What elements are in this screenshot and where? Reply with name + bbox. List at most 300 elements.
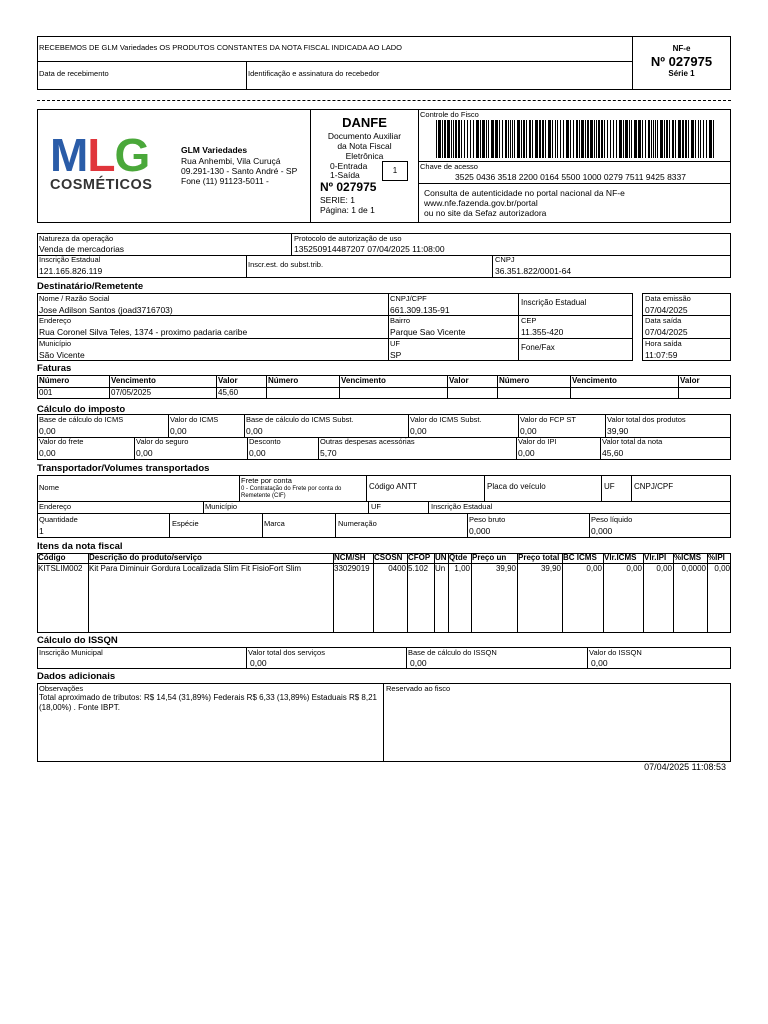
barcode-bar xyxy=(535,120,538,158)
barcode-bar xyxy=(642,120,643,158)
tax-value: 5,70 xyxy=(320,448,337,458)
issqn-label: Inscrição Municipal xyxy=(39,648,103,657)
section-recipient: Destinatário/Remetente xyxy=(37,281,144,292)
barcode-bar xyxy=(557,120,558,158)
tax-value: 0,00 xyxy=(410,426,427,436)
barcode-bar xyxy=(655,120,656,158)
item-header: %IPI xyxy=(708,553,725,562)
barcode-bar xyxy=(545,120,546,158)
recipient-address-label: Endereço xyxy=(39,316,72,325)
barcode-bar xyxy=(455,120,457,158)
tax-value: 0,00 xyxy=(520,426,537,436)
tax-label: Valor do FCP ST xyxy=(520,415,576,424)
tax-label: Valor do seguro xyxy=(136,437,189,446)
recipient-uf-label: UF xyxy=(390,339,400,348)
operation-type-box xyxy=(382,161,408,181)
recipient-city-label: Município xyxy=(39,339,72,348)
access-key-label: Chave de acesso xyxy=(420,162,478,171)
barcode-bar xyxy=(657,120,658,158)
tax-value: 0,00 xyxy=(39,426,56,436)
divider xyxy=(109,375,110,399)
divider xyxy=(447,375,448,399)
barcode-bar xyxy=(619,120,622,158)
receipt-text: RECEBEMOS DE GLM Variedades OS PRODUTOS CONSTANTES DA NOTA FISCAL INDICADA AO LADO xyxy=(39,43,403,52)
nfe-label: NF-e xyxy=(672,44,691,53)
barcode-bar xyxy=(604,120,605,158)
barcode-bar xyxy=(482,120,485,158)
barcode-bar xyxy=(706,120,707,158)
divider xyxy=(168,414,169,437)
tax-value: 0,00 xyxy=(170,426,187,436)
barcode-bar xyxy=(682,120,684,158)
tax-label: Valor do IPI xyxy=(518,437,557,446)
recipient-phone-label: Fone/Fax xyxy=(521,343,555,352)
barcode-bar xyxy=(495,120,498,158)
numbering-label: Numeração xyxy=(338,519,377,528)
item-cell: Kit Para Diminuir Gordura Localizada Slim Fit FisioFort Slim xyxy=(89,564,302,573)
logo-letter: G xyxy=(114,129,150,181)
invoice-header: Valor xyxy=(680,376,700,385)
item-cell: Un xyxy=(435,564,446,573)
divider xyxy=(467,513,468,538)
barcode-bar xyxy=(512,120,513,158)
barcode-bar xyxy=(529,120,531,158)
barcode-bar xyxy=(464,120,465,158)
divider xyxy=(388,293,389,361)
divider xyxy=(262,513,263,538)
item-header: Preço total xyxy=(518,553,560,562)
observations-text: Total aproximado de tributos: R$ 14,54 (31,89%) Federais R$ 6,33 (13,89%) Estaduais R$ 8,21 (18,00%) . Fonte IBPT. xyxy=(39,693,377,712)
divider xyxy=(37,255,731,256)
tax-value: 39,90 xyxy=(607,426,629,436)
divider xyxy=(266,375,267,399)
protocol-label: Protocolo de autorização de uso xyxy=(294,234,402,243)
divider xyxy=(169,513,170,538)
barcode-bar xyxy=(447,120,450,158)
invoice-cell: 45,60 xyxy=(218,388,239,397)
divider xyxy=(203,501,204,513)
section-transport: Transportador/Volumes transportados xyxy=(37,463,210,474)
barcode-bar xyxy=(645,120,646,158)
barcode-bar xyxy=(653,120,654,158)
barcode-bar xyxy=(517,120,520,158)
item-cell: 0400 xyxy=(388,564,406,573)
barcode-bar xyxy=(555,120,556,158)
cnpj-label: CNPJ xyxy=(495,255,515,264)
item-header: %ICMS xyxy=(674,553,702,562)
net-weight-label: Peso líquido xyxy=(591,515,633,524)
section-additional: Dados adicionais xyxy=(37,671,116,682)
consult-url: www.nfe.fazenda.gov.br/portal xyxy=(424,198,538,208)
barcode-bar xyxy=(470,120,471,158)
logo-letter: L xyxy=(87,129,115,181)
entrada-label: 0-Entrada xyxy=(330,161,368,171)
barcode-bar xyxy=(675,120,676,158)
divider xyxy=(492,255,493,278)
divider xyxy=(366,475,367,501)
barcode xyxy=(436,120,719,158)
barcode-bar xyxy=(691,120,694,158)
carrier-ie-label: Inscrição Estadual xyxy=(431,502,493,511)
barcode-bar xyxy=(666,120,668,158)
item-cell: 0,00 xyxy=(586,564,602,573)
item-cell: 0,0000 xyxy=(681,564,706,573)
item-header: Descrição do produto/serviço xyxy=(89,553,202,562)
barcode-bar xyxy=(458,120,460,158)
danfe-title: DANFE xyxy=(342,115,387,130)
barcode-bar xyxy=(713,120,714,158)
item-header: Vlr.ICMS xyxy=(604,553,637,562)
barcode-bar xyxy=(613,120,614,158)
consult-text: Consulta de autenticidade no portal nacional da NF-e xyxy=(424,188,625,198)
species-label: Espécie xyxy=(172,519,199,528)
barcode-bar xyxy=(685,120,687,158)
barcode-bar xyxy=(502,120,503,158)
carrier-uf2-label: UF xyxy=(371,502,381,511)
brand-label: Marca xyxy=(264,519,285,528)
freight-value: 0 - Contratação do Frete por conta do xyxy=(241,486,342,492)
item-cell: KITSLIM002 xyxy=(38,564,83,573)
recipient-cep: 11.355-420 xyxy=(521,327,564,337)
section-items: Itens da nota fiscal xyxy=(37,541,123,552)
divider xyxy=(134,437,135,460)
freight-label: Frete por conta xyxy=(241,476,292,485)
danfe-number: Nº 027975 xyxy=(320,180,377,194)
divider xyxy=(497,375,498,399)
divider xyxy=(244,414,245,437)
item-cell: 1,00 xyxy=(454,564,470,573)
recipient-cep-label: CEP xyxy=(521,316,537,325)
divider xyxy=(518,293,519,361)
barcode-bar xyxy=(461,120,462,158)
barcode-bars xyxy=(436,120,719,158)
emitter-address2: 09.291-130 - Santo André - SP xyxy=(181,166,298,176)
barcode-bar xyxy=(594,120,595,158)
barcode-bar xyxy=(521,120,522,158)
saida-label: 1-Saída xyxy=(330,170,360,180)
divider xyxy=(247,437,248,460)
tax-value: 0,00 xyxy=(246,426,263,436)
divider xyxy=(418,183,731,184)
danfe-serie: SERIE: 1 xyxy=(320,195,355,205)
divider xyxy=(37,61,633,62)
tax-value: 0,00 xyxy=(249,448,266,458)
barcode-bar xyxy=(539,120,541,158)
nature-value: Venda de mercadorias xyxy=(39,244,125,254)
tax-label: Valor do ICMS Subst. xyxy=(410,415,482,424)
receipt-id-label: Identificação e assinatura do recebedor xyxy=(248,69,380,78)
tax-value: 45,60 xyxy=(602,448,624,458)
barcode-bar xyxy=(703,120,704,158)
barcode-bar xyxy=(596,120,597,158)
tax-label: Base de cálculo do ICMS xyxy=(39,415,124,424)
emitter-phone: Fone (11) 91123-5011 - xyxy=(181,176,269,186)
section-invoices: Faturas xyxy=(37,363,72,374)
divider xyxy=(37,338,633,339)
issqn-label: Valor do ISSQN xyxy=(589,648,642,657)
recipient-ie-label: Inscrição Estadual xyxy=(521,298,587,307)
divider xyxy=(216,375,217,399)
item-header: NCM/SH xyxy=(334,553,366,562)
cut-line xyxy=(37,100,731,101)
quantity-value: 1 xyxy=(39,526,44,536)
barcode-bar xyxy=(563,120,564,158)
invoice-header: Número xyxy=(499,376,530,385)
exit-time: 11:07:59 xyxy=(645,350,678,360)
issqn-value: 0,00 xyxy=(591,658,608,668)
barcode-bar xyxy=(623,120,624,158)
recipient-district: Parque Sao Vicente xyxy=(390,327,466,337)
invoice-header: Valor xyxy=(449,376,469,385)
carrier-name-label: Nome xyxy=(39,483,60,492)
divider xyxy=(246,255,247,278)
barcode-bar xyxy=(601,120,603,158)
fisco-control-label: Controle do Fisco xyxy=(420,110,479,119)
barcode-bar xyxy=(648,120,650,158)
operation-type-value: 1 xyxy=(392,166,398,175)
carrier-cnpj-label: CNPJ/CPF xyxy=(634,482,674,491)
barcode-bar xyxy=(548,120,551,158)
invoice-header: Valor xyxy=(218,376,238,385)
barcode-bar xyxy=(473,120,474,158)
exit-date-label: Data saída xyxy=(645,316,682,325)
barcode-bar xyxy=(451,120,452,158)
ie-label: Inscrição Estadual xyxy=(39,255,101,264)
divider xyxy=(570,375,571,399)
protocol-value: 135250914487207 07/04/2025 11:08:00 xyxy=(294,244,445,254)
divider xyxy=(678,375,679,399)
net-weight: 0,000 xyxy=(591,526,613,536)
fisco-reserved-label: Reservado ao fisco xyxy=(386,684,451,693)
barcode-bar xyxy=(532,120,533,158)
barcode-bar xyxy=(480,120,481,158)
item-header: Vlr.IPI xyxy=(644,553,667,562)
item-cell: 33029019 xyxy=(334,564,370,573)
barcode-bar xyxy=(510,120,511,158)
ie-value: 121.165.826.119 xyxy=(39,266,103,276)
nature-label: Natureza da operação xyxy=(39,234,114,243)
tax-label: Valor total da nota xyxy=(602,437,663,446)
divider xyxy=(589,513,590,538)
barcode-bar xyxy=(700,120,701,158)
issqn-value: 0,00 xyxy=(410,658,427,668)
barcode-bar xyxy=(491,120,494,158)
tax-label: Desconto xyxy=(249,437,281,446)
barcode-bar xyxy=(698,120,699,158)
barcode-bar xyxy=(625,120,628,158)
tax-label: Valor do frete xyxy=(39,437,84,446)
divider xyxy=(335,513,336,538)
barcode-bar xyxy=(436,120,437,158)
recipient-cpf: 661.309.135-91 xyxy=(390,305,450,315)
barcode-bar xyxy=(585,120,586,158)
invoice-cell: 001 xyxy=(39,388,53,397)
barcode-bar xyxy=(709,120,712,158)
tax-value: 0,00 xyxy=(136,448,153,458)
tax-label: Valor total dos produtos xyxy=(607,415,686,424)
item-header: Código xyxy=(38,553,66,562)
divider xyxy=(383,683,384,762)
barcode-bar xyxy=(695,120,696,158)
tax-value: 0,00 xyxy=(518,448,535,458)
exit-time-label: Hora saída xyxy=(645,339,682,348)
access-key: 3525 0436 3518 2200 0164 5500 1000 0279 7511 9425 8337 xyxy=(455,172,686,182)
barcode-bar xyxy=(579,120,580,158)
section-tax: Cálculo do imposto xyxy=(37,404,126,415)
item-header: BC ICMS xyxy=(563,553,597,562)
stub-serie: Série 1 xyxy=(668,69,695,78)
barcode-bar xyxy=(486,120,487,158)
carrier-address-label: Endereço xyxy=(39,502,72,511)
divider xyxy=(368,501,369,513)
issqn-label: Valor total dos serviços xyxy=(248,648,325,657)
barcode-bar xyxy=(444,120,446,158)
divider xyxy=(406,647,407,669)
barcode-bar xyxy=(581,120,584,158)
barcode-bar xyxy=(573,120,574,158)
barcode-bar xyxy=(499,120,500,158)
receipt-date-label: Data de recebimento xyxy=(39,69,109,78)
freight-value-2: Remetente (CIF) xyxy=(241,493,286,499)
barcode-bar xyxy=(570,120,571,158)
tax-value: 0,00 xyxy=(39,448,56,458)
carrier-uf-label: UF xyxy=(604,482,615,491)
barcode-bar xyxy=(672,120,674,158)
divider xyxy=(246,647,247,669)
barcode-bar xyxy=(566,120,569,158)
recipient-uf: SP xyxy=(390,350,402,360)
divider xyxy=(587,647,588,669)
barcode-bar xyxy=(438,120,441,158)
ie-st-label: Inscr.est. do subst.trib. xyxy=(248,260,324,269)
barcode-bar xyxy=(453,120,454,158)
observations-label: Observações xyxy=(39,684,84,693)
barcode-bar xyxy=(442,120,443,158)
divider xyxy=(631,475,632,501)
invoice-header: Vencimento xyxy=(111,376,156,385)
divider xyxy=(516,437,517,460)
barcode-bar xyxy=(476,120,479,158)
exit-date: 07/04/2025 xyxy=(645,327,688,337)
item-cell: 0,00 xyxy=(656,564,672,573)
consult-text: ou no site da Sefaz autorizadora xyxy=(424,208,547,218)
divider xyxy=(239,475,240,501)
emitter-address1: Rua Anhembi, Vila Curuçá xyxy=(181,156,281,166)
divider xyxy=(37,501,731,502)
carrier-city-label: Município xyxy=(205,502,238,511)
barcode-bar xyxy=(598,120,600,158)
recipient-name-label: Nome / Razão Social xyxy=(39,294,110,303)
issqn-label: Base de cálculo do ISSQN xyxy=(408,648,497,657)
item-header: UN xyxy=(435,553,447,562)
quantity-label: Quantidade xyxy=(39,515,78,524)
emission-label: Data emissão xyxy=(645,294,691,303)
recipient-name: Jose Adilson Santos (joad3716703) xyxy=(39,305,173,315)
barcode-bar xyxy=(610,120,611,158)
item-cell: 0,00 xyxy=(714,564,730,573)
invoice-header: Vencimento xyxy=(572,376,617,385)
danfe-page: Página: 1 de 1 xyxy=(320,205,375,215)
divider xyxy=(318,437,319,460)
barcode-bar xyxy=(576,120,578,158)
invoice-header: Número xyxy=(268,376,299,385)
divider xyxy=(291,233,292,255)
item-cell: 0,00 xyxy=(626,564,642,573)
emitter-name: GLM Variedades xyxy=(181,145,248,155)
barcode-bar xyxy=(638,120,641,158)
divider xyxy=(37,315,633,316)
item-cell: 39,90 xyxy=(495,564,516,573)
barcode-bar xyxy=(523,120,525,158)
barcode-bar xyxy=(631,120,632,158)
divider xyxy=(339,375,340,399)
barcode-bar xyxy=(526,120,527,158)
barcode-bar xyxy=(688,120,689,158)
recipient-cpf-label: CNPJ/CPF xyxy=(390,294,427,303)
danfe-subtitle: Documento Auxiliar xyxy=(327,131,402,141)
company-logo xyxy=(50,129,165,194)
item-header: CFOP xyxy=(408,553,431,562)
item-header: Preço un xyxy=(472,553,507,562)
recipient-city: São Vicente xyxy=(39,350,85,360)
barcode-bar xyxy=(607,120,608,158)
divider xyxy=(408,414,409,437)
divider xyxy=(600,437,601,460)
item-header: CSOSN xyxy=(374,553,403,562)
gross-weight-label: Peso bruto xyxy=(469,515,506,524)
invoice-header: Vencimento xyxy=(341,376,386,385)
issqn-value: 0,00 xyxy=(250,658,267,668)
recipient-district-label: Bairro xyxy=(390,316,411,325)
barcode-bar xyxy=(629,120,630,158)
item-cell: 5.102 xyxy=(408,564,429,573)
logo-letter: M xyxy=(50,129,88,181)
print-timestamp: 07/04/2025 11:08:53 xyxy=(644,762,726,772)
barcode-bar xyxy=(560,120,561,158)
recipient-address: Rua Coronel Silva Teles, 1374 - proximo padaria caribe xyxy=(39,327,248,337)
divider xyxy=(518,414,519,437)
tax-label: Base de cálculo do ICMS Subst. xyxy=(246,415,354,424)
barcode-bar xyxy=(587,120,589,158)
section-issqn: Cálculo do ISSQN xyxy=(37,635,118,646)
divider xyxy=(601,475,602,501)
antt-label: Código ANTT xyxy=(369,482,418,491)
barcode-bar xyxy=(552,120,553,158)
item-header: Qtde xyxy=(449,553,468,562)
barcode-bar xyxy=(467,120,468,158)
emission-value: 07/04/2025 xyxy=(645,305,688,315)
barcode-bar xyxy=(678,120,681,158)
divider xyxy=(484,475,485,501)
barcode-bar xyxy=(651,120,652,158)
barcode-bar xyxy=(669,120,670,158)
divider xyxy=(428,501,429,513)
barcode-bar xyxy=(660,120,663,158)
tax-label: Valor do ICMS xyxy=(170,415,219,424)
barcode-bar xyxy=(514,120,515,158)
plate-label: Placa do veículo xyxy=(487,482,546,491)
danfe-subtitle: Eletrônica xyxy=(345,151,384,161)
barcode-bar xyxy=(488,120,489,158)
barcode-bar xyxy=(508,120,509,158)
cnpj-value: 36.351.822/0001-64 xyxy=(495,266,572,276)
divider xyxy=(37,513,731,514)
logo-subtitle: COSMÉTICOS xyxy=(50,177,153,193)
stub-number: Nº 027975 xyxy=(650,54,713,69)
barcode-bar xyxy=(542,120,544,158)
barcode-bar xyxy=(634,120,637,158)
invoice-cell: 07/05/2025 xyxy=(111,388,152,397)
